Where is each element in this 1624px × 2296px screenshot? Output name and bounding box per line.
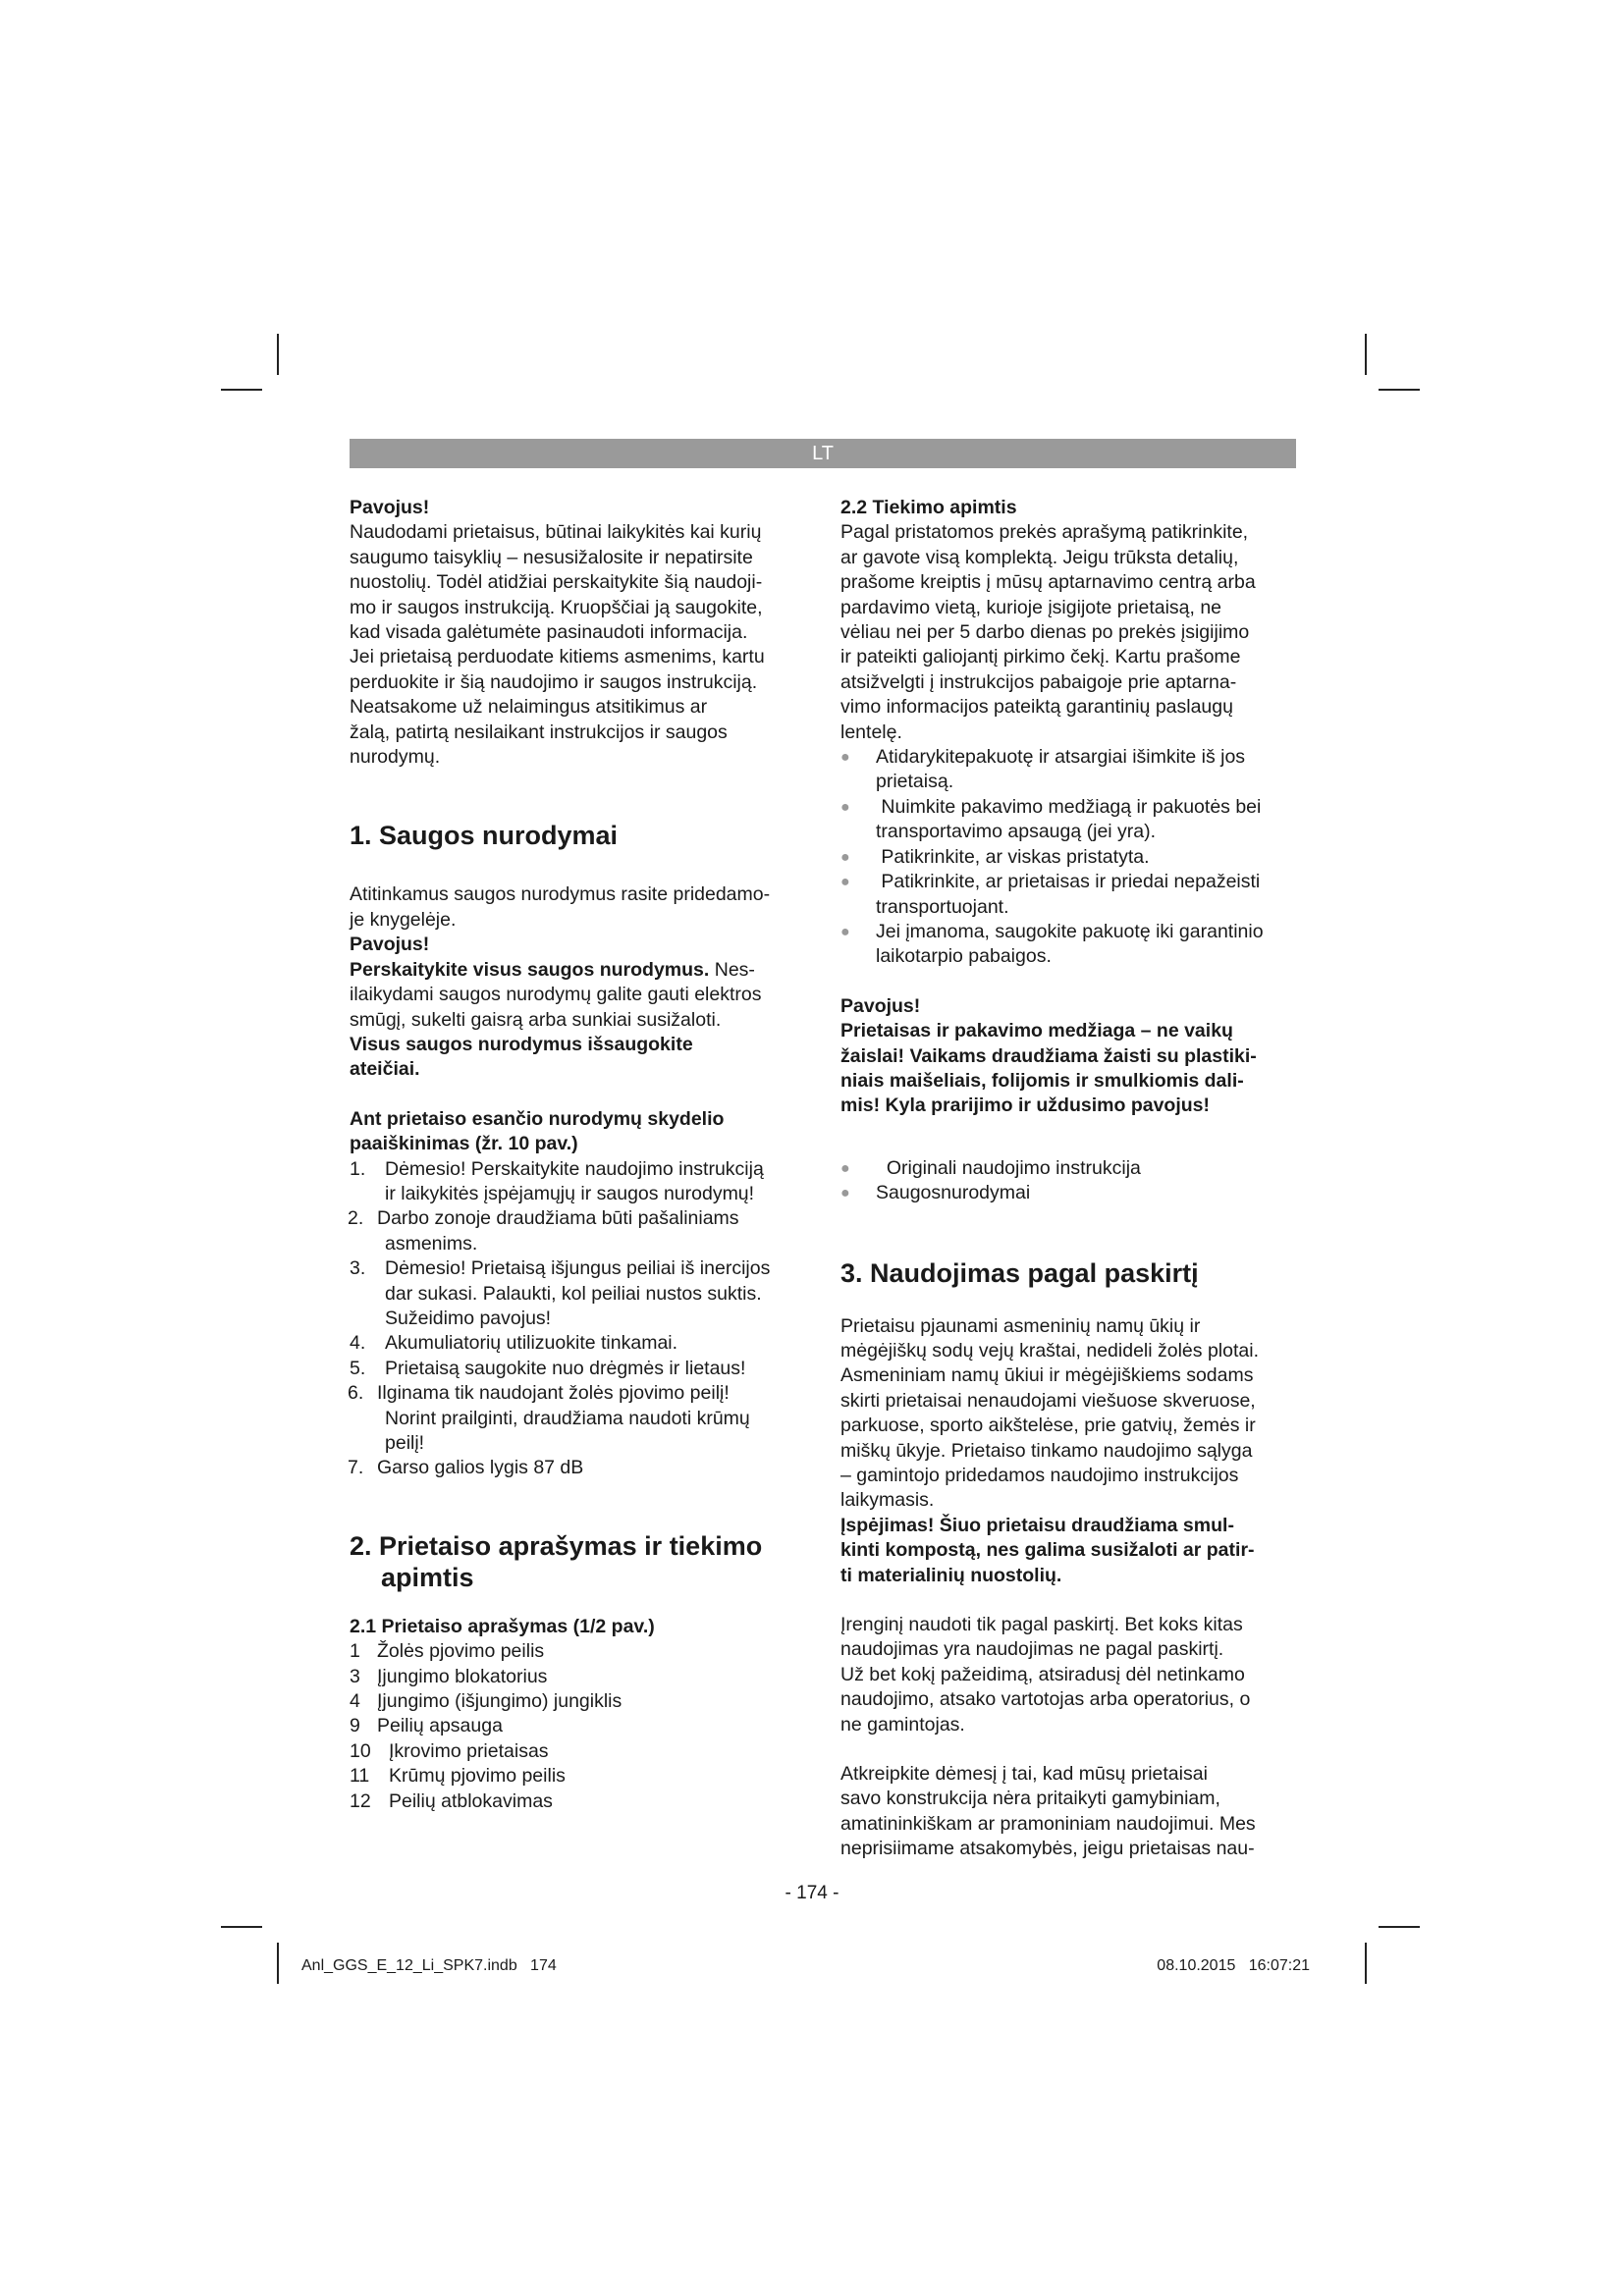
- crop-mark: [1379, 389, 1420, 391]
- misuse-text: Įrenginį naudoti tik pagal paskirtį. Bet koks kitas naudojimas yra naudojimas ne pagal paskirtį. Už bet kokį pažeidimą, atsiradusį dėl netinkamo naudojimo, atsako vartotojas arba operatorius, o ne gamintojas.: [840, 1614, 1251, 1735]
- left-column: [350, 496, 813, 1814]
- section-heading: 2. Prietaiso aprašymas ir tiekimo: [350, 1530, 763, 1561]
- section-heading: 3. Naudojimas pagal paskirtį: [840, 1257, 1199, 1288]
- subheading: 2.1 Prietaiso aprašymas (1/2 pav.): [350, 1615, 655, 1637]
- list-item: 4 Įjungimo (išjungimo) jungiklis: [350, 1690, 623, 1713]
- bullet-icon: ●: [840, 923, 850, 940]
- list-item: ● Patikrinkite, ar viskas pristatyta.: [840, 845, 1304, 870]
- bullet-icon: ●: [840, 1159, 850, 1177]
- body-text: Perskaitykite visus saugos nurodymus. Nes-: [350, 958, 755, 981]
- list-item: 11 Krūmų pjovimo peilis: [350, 1765, 566, 1788]
- documents-list: [840, 1156, 1304, 1206]
- list-item: ● Patikrinkite, ar prietaisas ir priedai nepažeisti transportuojant.: [840, 871, 1261, 918]
- bullet-icon: ●: [840, 1185, 850, 1202]
- crop-mark: [277, 1943, 279, 1984]
- bullet-icon: ●: [840, 749, 850, 767]
- unpacking-list: [840, 745, 1304, 970]
- crop-mark: [221, 1926, 262, 1928]
- crop-mark: [221, 389, 262, 391]
- warning-text: žaislai! Vaikams draudžiama žaisti su plastiki-: [840, 1044, 1257, 1067]
- bullet-icon: ●: [840, 848, 850, 866]
- section-heading: apimtis: [381, 1562, 474, 1592]
- delivery-text: Pagal pristatomos prekės aprašymą patikrinkite, ar gavote visą komplektą. Jeigu trūksta detalių, prašome kreiptis į mūsų aptarnavimo centrą arba pardavimo vietą, kurioje įsigijote prietaisą, ne vėliau nei per 5 darbo dienas po prekės įsigijimo ir pateikti galiojantį pirkimo čekį. Kartu prašome atsižvelgti į instrukcijos pabaigoje prie aptarna- vimo informacijos pateiktą garantinių paslaugų lentelę.: [840, 521, 1256, 743]
- list-item: 5. Prietaisą saugokite nuo drėgmės ir lietaus!: [350, 1357, 746, 1379]
- print-timestamp: 08.10.2015 16:07:21: [1157, 1957, 1310, 1974]
- body-text: je knygelėje.: [350, 908, 457, 931]
- warning-text: Įspėjimas! Šiuo prietaisu draudžiama smul-: [840, 1514, 1234, 1536]
- list-item: ● Atidarykitepakuotę ir atsargiai išimkite iš jos prietaisą.: [840, 746, 1246, 793]
- warning-title: Pavojus!: [840, 994, 921, 1017]
- right-column: [840, 496, 1304, 1862]
- list-item: ● Saugosnurodymai: [840, 1181, 1304, 1205]
- file-info: Anl_GGS_E_12_Li_SPK7.indb 174: [301, 1957, 557, 1974]
- intended-use-text: Prietaisu pjaunami asmeninių namų ūkių ir mėgėjiškų sodų vejų kraštai, nedideli žolės plotai. Asmeniniam namų ūkiui ir mėgėjiškiems sodams skirti prietaisai nenaudojami viešuose skveruose, parkuose, sporto aikštelėse, prie gatvių, žemės ir miškų ūkyje. Prietaiso tinkamo naudojimo sąlyga – gamintojo pridedamos naudojimo instrukcijos laikymasis.: [840, 1314, 1259, 1512]
- warning-text: niais maišeliais, folijomis ir smulkiomis dali-: [840, 1069, 1244, 1092]
- list-item: 3. Dėmesio! Prietaisą išjungus peiliai iš inercijos dar sukasi. Palaukti, kol peiliai nustos suktis. Sužeidimo pavojus!: [350, 1257, 771, 1329]
- warning-title: Pavojus!: [350, 497, 430, 518]
- commercial-use-text: Atkreipkite dėmesį į tai, kad mūsų prietaisai savo konstrukcija nėra pritaikyti gamybiniam, amatininkiškam ar pramoniniam naudojimui. Mes neprisiimame atsakomybės, jeigu prietaisas nau-: [840, 1763, 1256, 1860]
- crop-mark: [1379, 1926, 1420, 1928]
- bold-notice: ateičiai.: [350, 1058, 420, 1081]
- list-item: 1. Dėmesio! Perskaitykite naudojimo instrukciją ir laikykitės įspėjamųjų ir saugos nurodymų!: [350, 1157, 764, 1204]
- list-item: 3 Įjungimo blokatorius: [350, 1665, 548, 1687]
- symbol-panel-list: [350, 1157, 813, 1481]
- body-text: ilaikydami saugos nurodymų galite gauti elektros: [350, 984, 762, 1006]
- parts-list: [350, 1639, 813, 1814]
- bullet-icon: ●: [840, 798, 850, 816]
- warning-text: ti materialinių nuostolių.: [840, 1564, 1062, 1586]
- language-header: LT: [350, 439, 1296, 468]
- list-item: 4. Akumuliatorių utilizuokite tinkamai.: [350, 1332, 678, 1355]
- bullet-icon: ●: [840, 874, 850, 891]
- bold-notice: Visus saugos nurodymus išsaugokite: [350, 1033, 693, 1055]
- page-number: - 174 -: [785, 1883, 839, 1903]
- list-item: ● Originali naudojimo instrukcija: [840, 1156, 1304, 1181]
- subheading: paaiškinimas (žr. 10 pav.): [350, 1133, 578, 1155]
- list-item: 12 Peilių atblokavimas: [350, 1789, 553, 1812]
- list-item: 7. Garso galios lygis 87 dB: [348, 1457, 584, 1479]
- subheading: Ant prietaiso esančio nurodymų skydelio: [350, 1107, 725, 1130]
- list-item: 2. Darbo zonoje draudžiama būti pašaliniams asmenims.: [348, 1207, 739, 1255]
- warning-text: kinti kompostą, nes galima susižaloti ar patir-: [840, 1539, 1255, 1562]
- crop-mark: [277, 334, 279, 375]
- list-item: 9 Peilių apsauga: [350, 1715, 503, 1737]
- list-item: ● Jei įmanoma, saugokite pakuotę iki garantinio laikotarpio pabaigos.: [840, 920, 1264, 968]
- list-item: 10 Įkrovimo prietaisas: [350, 1739, 549, 1762]
- crop-mark: [1365, 1943, 1367, 1984]
- body-text: smūgį, sukelti gaisrą arba sunkiai susižaloti.: [350, 1008, 722, 1031]
- warning-text: Prietaisas ir pakavimo medžiaga – ne vaikų: [840, 1020, 1233, 1042]
- list-item: 1 Žolės pjovimo peilis: [350, 1640, 545, 1663]
- list-item: ● Nuimkite pakavimo medžiagą ir pakuotės bei transportavimo apsaugą (jei yra).: [840, 795, 1262, 843]
- section-heading: 1. Saugos nurodymai: [350, 821, 619, 851]
- warning-text: Naudodami prietaisus, būtinai laikykitės kai kurių saugumo taisyklių – nesusižalosite ir nepatirsite nuostolių. Todėl atidžiai perskaitykite šią naudoji- mo ir saugos instrukciją. Kruopščiai ją saugokite, kad visada galėtumėte pasinaudoti informacija. Jei prietaisą perduodate kitiems asmenims, kartu perduokite ir šią naudojimo ir saugos instrukciją. Neatsakome už nelaimingus atsitikimus ar žalą, patirtą nesilaikant instrukcijos ir saugos nurodymų.: [350, 521, 765, 769]
- crop-mark: [1365, 334, 1367, 375]
- subheading: 2.2 Tiekimo apimtis: [840, 497, 1017, 518]
- warning-text: mis! Kyla prarijimo ir uždusimo pavojus!: [840, 1095, 1210, 1117]
- body-text: Atitinkamus saugos nurodymus rasite pridedamo-: [350, 883, 771, 906]
- list-item: 6. Ilginama tik naudojant žolės pjovimo peilį! Norint prailginti, draudžiama naudoti krūmų peilį!: [348, 1382, 750, 1454]
- warning-title: Pavojus!: [350, 934, 430, 956]
